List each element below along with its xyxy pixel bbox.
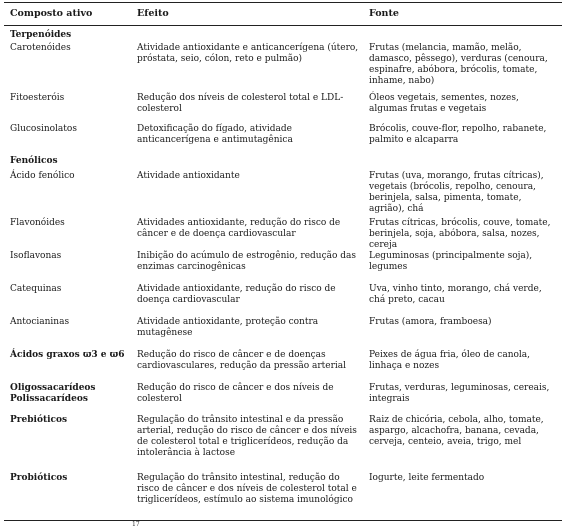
source-cell: Óleos vegetais, sementes, nozes, algumas frutas e vegetais — [369, 93, 519, 114]
effect-cell: Atividade antioxidante, redução do risco de doença cardiovascular — [137, 284, 336, 305]
source-cell: Leguminosas (principalmente soja), legumes — [369, 251, 533, 272]
page-number: 17 — [132, 521, 140, 528]
compound-cell: Probióticos — [10, 473, 68, 483]
section-terpenoides: Terpenóides — [10, 30, 72, 40]
effect-cell: Redução do risco de câncer e dos níveis de colesterol — [137, 383, 334, 404]
header-effect: Efeito — [137, 8, 169, 19]
effect-cell: Redução do risco de câncer e de doenças cardiovasculares, redução da pressão arterial — [137, 350, 347, 371]
effect-cell: Atividade antioxidante, proteção contra mutagênese — [137, 317, 319, 338]
effect-cell: Inibição do acúmulo de estrogênio, redução das enzimas carcinogênicas — [137, 251, 357, 272]
effect-cell: Atividades antioxidante, redução do risco de câncer e de doença cardiovascular — [137, 218, 341, 239]
source-cell: Frutas (amora, framboesa) — [369, 317, 492, 327]
source-cell: Frutas (melancia, mamão, melão, damasco, pêssego), verduras (cenoura, espinafre, abóbora, brócolis, tomate, inhame, nabo) — [369, 43, 548, 86]
effect-cell: Regulação do trânsito intestinal e da pressão arterial, redução do risco de câncer e dos níveis de colesterol total e triglicerídeos, redução da intolerância à lactose — [137, 415, 357, 458]
compound-cell: Oligossacarídeos Polissacarídeos — [10, 383, 96, 404]
compound-cell: Flavonóides — [10, 218, 65, 228]
source-cell: Frutas, verduras, leguminosas, cereais, integrais — [369, 383, 550, 404]
effect-cell: Regulação do trânsito intestinal, redução do risco de câncer e dos níveis de colesterol total e triglicerídeos, estímulo ao sistema imunológico — [137, 473, 357, 505]
header-source: Fonte — [369, 8, 399, 19]
compound-cell: Carotenóides — [10, 43, 71, 53]
source-cell: Peixes de água fria, óleo de canola, linhaça e nozes — [369, 350, 531, 371]
compound-cell: Isoflavonas — [10, 251, 62, 261]
table-header — [4, 2, 562, 26]
compound-cell: Fitoesteróis — [10, 93, 65, 103]
compound-cell: Ácido fenólico — [10, 171, 75, 181]
effect-cell: Detoxificação do fígado, atividade anticancerígena e antimutagênica — [137, 124, 293, 145]
effect-cell: Atividade antioxidante e anticancerígena (útero, próstata, seio, cólon, reto e pulmão) — [137, 43, 359, 64]
effect-cell: Atividade antioxidante — [137, 171, 240, 181]
compound-cell: Antocianinas — [10, 317, 70, 327]
header-compound: Composto ativo — [10, 8, 93, 19]
source-cell: Frutas cítricas, brócolis, couve, tomate, berinjela, soja, abóbora, salsa, nozes, cereja — [369, 218, 551, 250]
compound-cell: Prebióticos — [10, 415, 68, 425]
source-cell: Raiz de chicória, cebola, alho, tomate, aspargo, alcachofra, banana, cevada, cerveja, centeio, aveia, trigo, mel — [369, 415, 544, 447]
section-fenolicos: Fenólicos — [10, 156, 58, 166]
compound-cell: Glucosinolatos — [10, 124, 77, 134]
table-bottom-rule — [4, 520, 562, 521]
source-cell: Iogurte, leite fermentado — [369, 473, 485, 483]
source-cell: Frutas (uva, morango, frutas cítricas), vegetais (brócolis, repolho, cenoura, berinjela, salsa, pimenta, tomate, agrião), chá — [369, 171, 544, 214]
source-cell: Brócolis, couve-flor, repolho, rabanete, palmito e alcaparra — [369, 124, 547, 145]
effect-cell: Redução dos níveis de colesterol total e LDL-colesterol — [137, 93, 344, 114]
compound-cell: Catequinas — [10, 284, 62, 294]
compound-cell: Ácidos graxos ϖ3 e ϖ6 — [10, 350, 125, 360]
source-cell: Uva, vinho tinto, morango, chá verde, chá preto, cacau — [369, 284, 542, 305]
